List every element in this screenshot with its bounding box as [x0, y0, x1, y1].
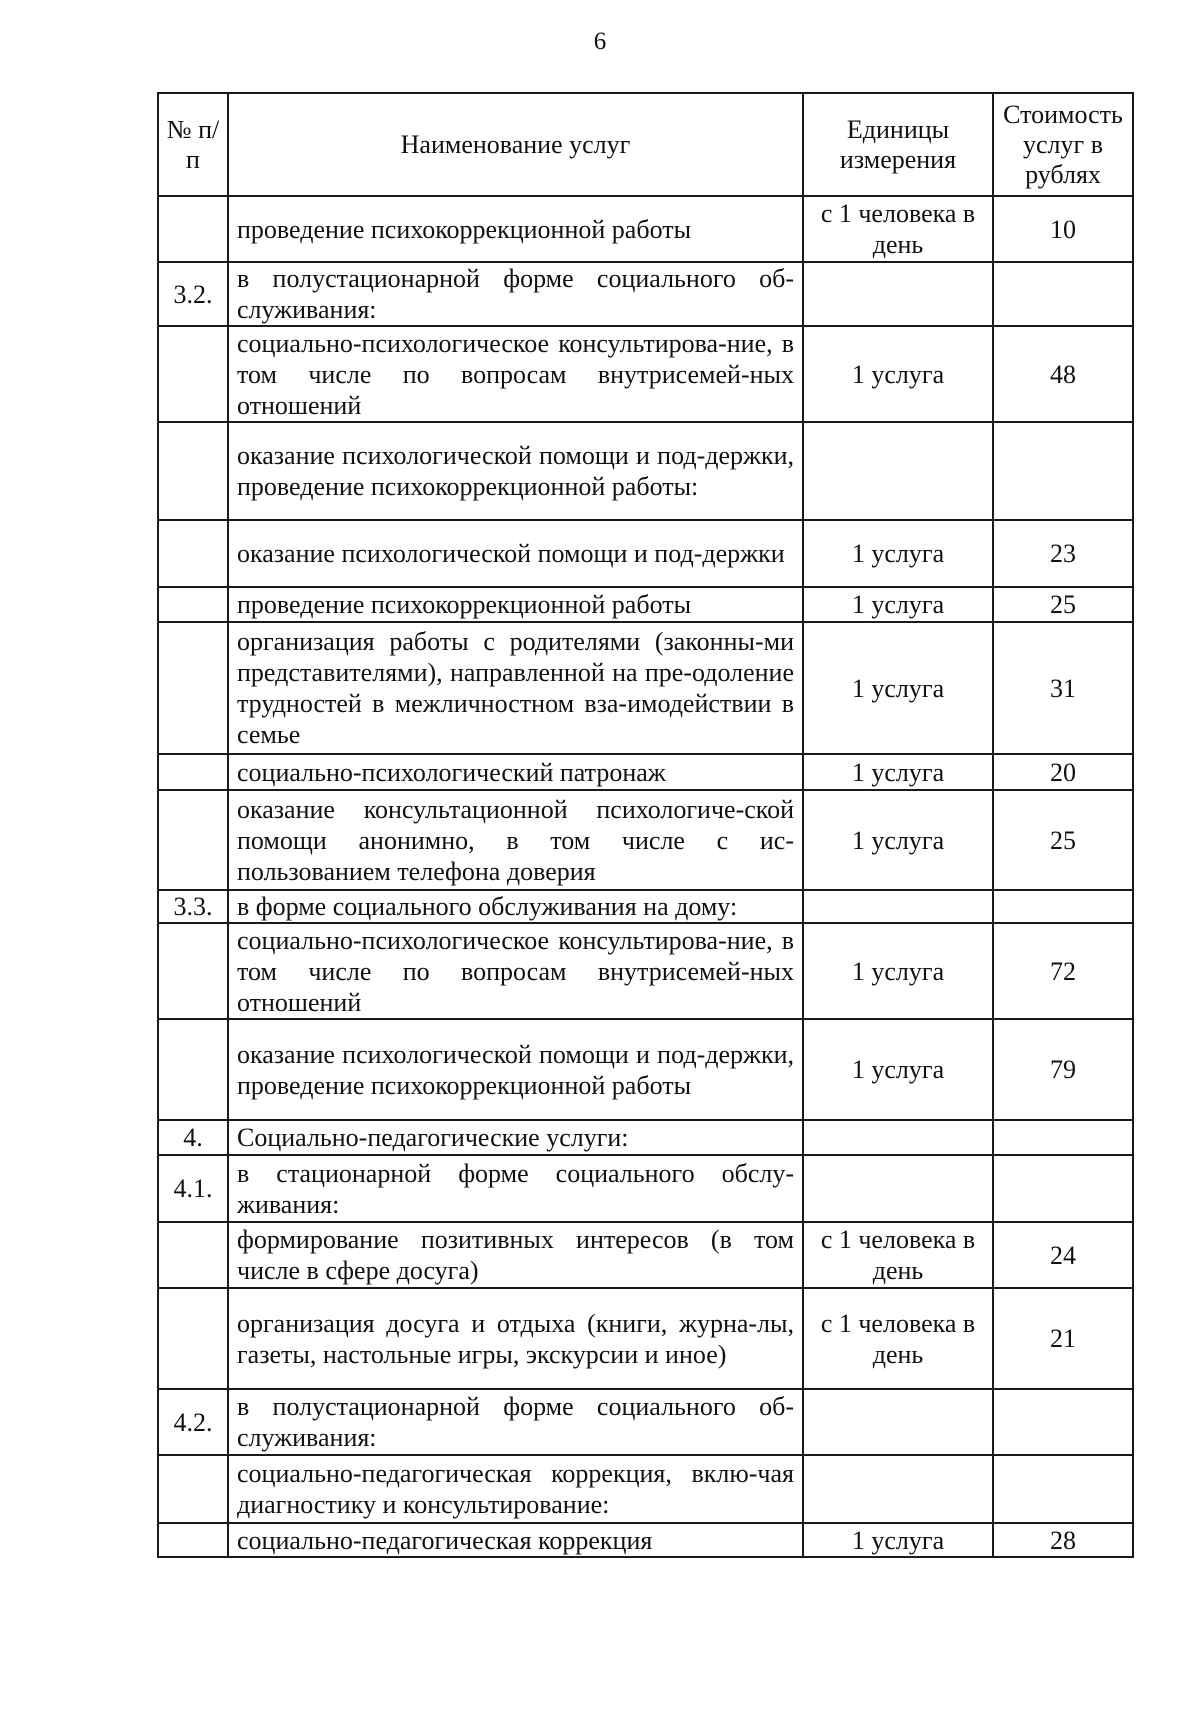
row-number [158, 196, 228, 262]
table-row [158, 754, 1133, 790]
service-unit: 1 услуга [803, 790, 993, 890]
service-name: оказание психологической помощи и под-держки [228, 520, 803, 587]
header-service-name: Наименование услуг [228, 93, 803, 196]
service-name: проведение психокоррекционной работы [228, 196, 803, 262]
table-row [158, 262, 1133, 326]
services-price-table [157, 92, 1134, 1558]
row-number [158, 587, 228, 622]
service-cost [993, 1455, 1133, 1523]
service-name: в форме социального обслуживания на дому: [228, 890, 803, 923]
service-name: организация работы с родителями (законны-ми представителями), направленной на пре-одоление трудностей в межличностном вза-имодействии в семье [228, 622, 803, 754]
table-row [158, 326, 1133, 422]
service-name: проведение психокоррекционной работы [228, 587, 803, 622]
service-unit [803, 1389, 993, 1455]
row-number [158, 790, 228, 890]
service-unit [803, 890, 993, 923]
service-unit [803, 422, 993, 520]
service-cost [993, 262, 1133, 326]
table-row [158, 422, 1133, 520]
service-unit: 1 услуга [803, 587, 993, 622]
header-unit: Единицы измерения [803, 93, 993, 196]
row-number [158, 520, 228, 587]
service-name: в стационарной форме социального обслу-живания: [228, 1155, 803, 1222]
table-row [158, 196, 1133, 262]
service-unit: 1 услуга [803, 1523, 993, 1557]
service-cost [993, 1155, 1133, 1222]
row-number: 4.2. [158, 1389, 228, 1455]
service-name: оказание психологической помощи и под-держки, проведение психокоррекционной работы [228, 1019, 803, 1120]
service-cost [993, 1389, 1133, 1455]
table-row [158, 1455, 1133, 1523]
table-row [158, 1389, 1133, 1455]
service-cost: 79 [993, 1019, 1133, 1120]
service-cost: 72 [993, 923, 1133, 1019]
row-number: 4. [158, 1120, 228, 1155]
row-number [158, 622, 228, 754]
table-row [158, 1523, 1133, 1557]
row-number [158, 422, 228, 520]
table-row [158, 587, 1133, 622]
service-unit: 1 услуга [803, 622, 993, 754]
service-name: социально-педагогическая коррекция [228, 1523, 803, 1557]
service-cost: 21 [993, 1288, 1133, 1389]
service-unit: 1 услуга [803, 520, 993, 587]
service-name: формирование позитивных интересов (в том числе в сфере досуга) [228, 1222, 803, 1288]
service-unit: с 1 человека в день [803, 1222, 993, 1288]
service-cost: 24 [993, 1222, 1133, 1288]
table-row [158, 790, 1133, 890]
row-number [158, 1288, 228, 1389]
service-name: социально-психологический патронаж [228, 754, 803, 790]
service-name: оказание психологической помощи и под-держки, проведение психокоррекционной работы: [228, 422, 803, 520]
table-row [158, 1019, 1133, 1120]
service-unit: с 1 человека в день [803, 1288, 993, 1389]
table-row [158, 1120, 1133, 1155]
service-unit: 1 услуга [803, 326, 993, 422]
service-unit [803, 1155, 993, 1222]
row-number [158, 326, 228, 422]
service-name: социально-психологическое консультирова-ние, в том числе по вопросам внутрисемей-ных отношений [228, 923, 803, 1019]
table-row [158, 923, 1133, 1019]
service-unit [803, 1455, 993, 1523]
header-number: № п/п [158, 93, 228, 196]
row-number [158, 1019, 228, 1120]
service-cost: 23 [993, 520, 1133, 587]
table-row [158, 622, 1133, 754]
service-name: Социально-педагогические услуги: [228, 1120, 803, 1155]
service-unit: 1 услуга [803, 923, 993, 1019]
service-unit [803, 262, 993, 326]
page-number: 6 [593, 28, 607, 55]
service-cost: 48 [993, 326, 1133, 422]
service-name: организация досуга и отдыха (книги, журна-лы, газеты, настольные игры, экскурсии и иное) [228, 1288, 803, 1389]
service-cost: 28 [993, 1523, 1133, 1557]
row-number [158, 1523, 228, 1557]
table-body [158, 196, 1133, 1557]
service-cost [993, 890, 1133, 923]
service-name: социально-психологическое консультирова-ние, в том числе по вопросам внутрисемей-ных отношений [228, 326, 803, 422]
table-row [158, 1222, 1133, 1288]
service-unit: с 1 человека в день [803, 196, 993, 262]
row-number [158, 923, 228, 1019]
row-number: 3.3. [158, 890, 228, 923]
service-unit: 1 услуга [803, 1019, 993, 1120]
service-unit: 1 услуга [803, 754, 993, 790]
service-cost: 25 [993, 587, 1133, 622]
service-cost: 25 [993, 790, 1133, 890]
service-cost: 20 [993, 754, 1133, 790]
service-name: оказание консультационной психологиче-ской помощи анонимно, в том числе с ис-пользованием телефона доверия [228, 790, 803, 890]
table-row [158, 520, 1133, 587]
row-number [158, 754, 228, 790]
row-number: 4.1. [158, 1155, 228, 1222]
service-name: социально-педагогическая коррекция, вклю-чая диагностику и консультирование: [228, 1455, 803, 1523]
table-row [158, 890, 1133, 923]
row-number [158, 1455, 228, 1523]
header-cost: Стоимость услуг в рублях [993, 93, 1133, 196]
table-row [158, 1155, 1133, 1222]
service-unit [803, 1120, 993, 1155]
service-name: в полустационарной форме социального об-служивания: [228, 1389, 803, 1455]
table-header-row [158, 93, 1133, 196]
service-name: в полустационарной форме социального об-служивания: [228, 262, 803, 326]
service-cost [993, 422, 1133, 520]
service-cost [993, 1120, 1133, 1155]
service-cost: 10 [993, 196, 1133, 262]
row-number [158, 1222, 228, 1288]
table-row [158, 1288, 1133, 1389]
row-number: 3.2. [158, 262, 228, 326]
service-cost: 31 [993, 622, 1133, 754]
